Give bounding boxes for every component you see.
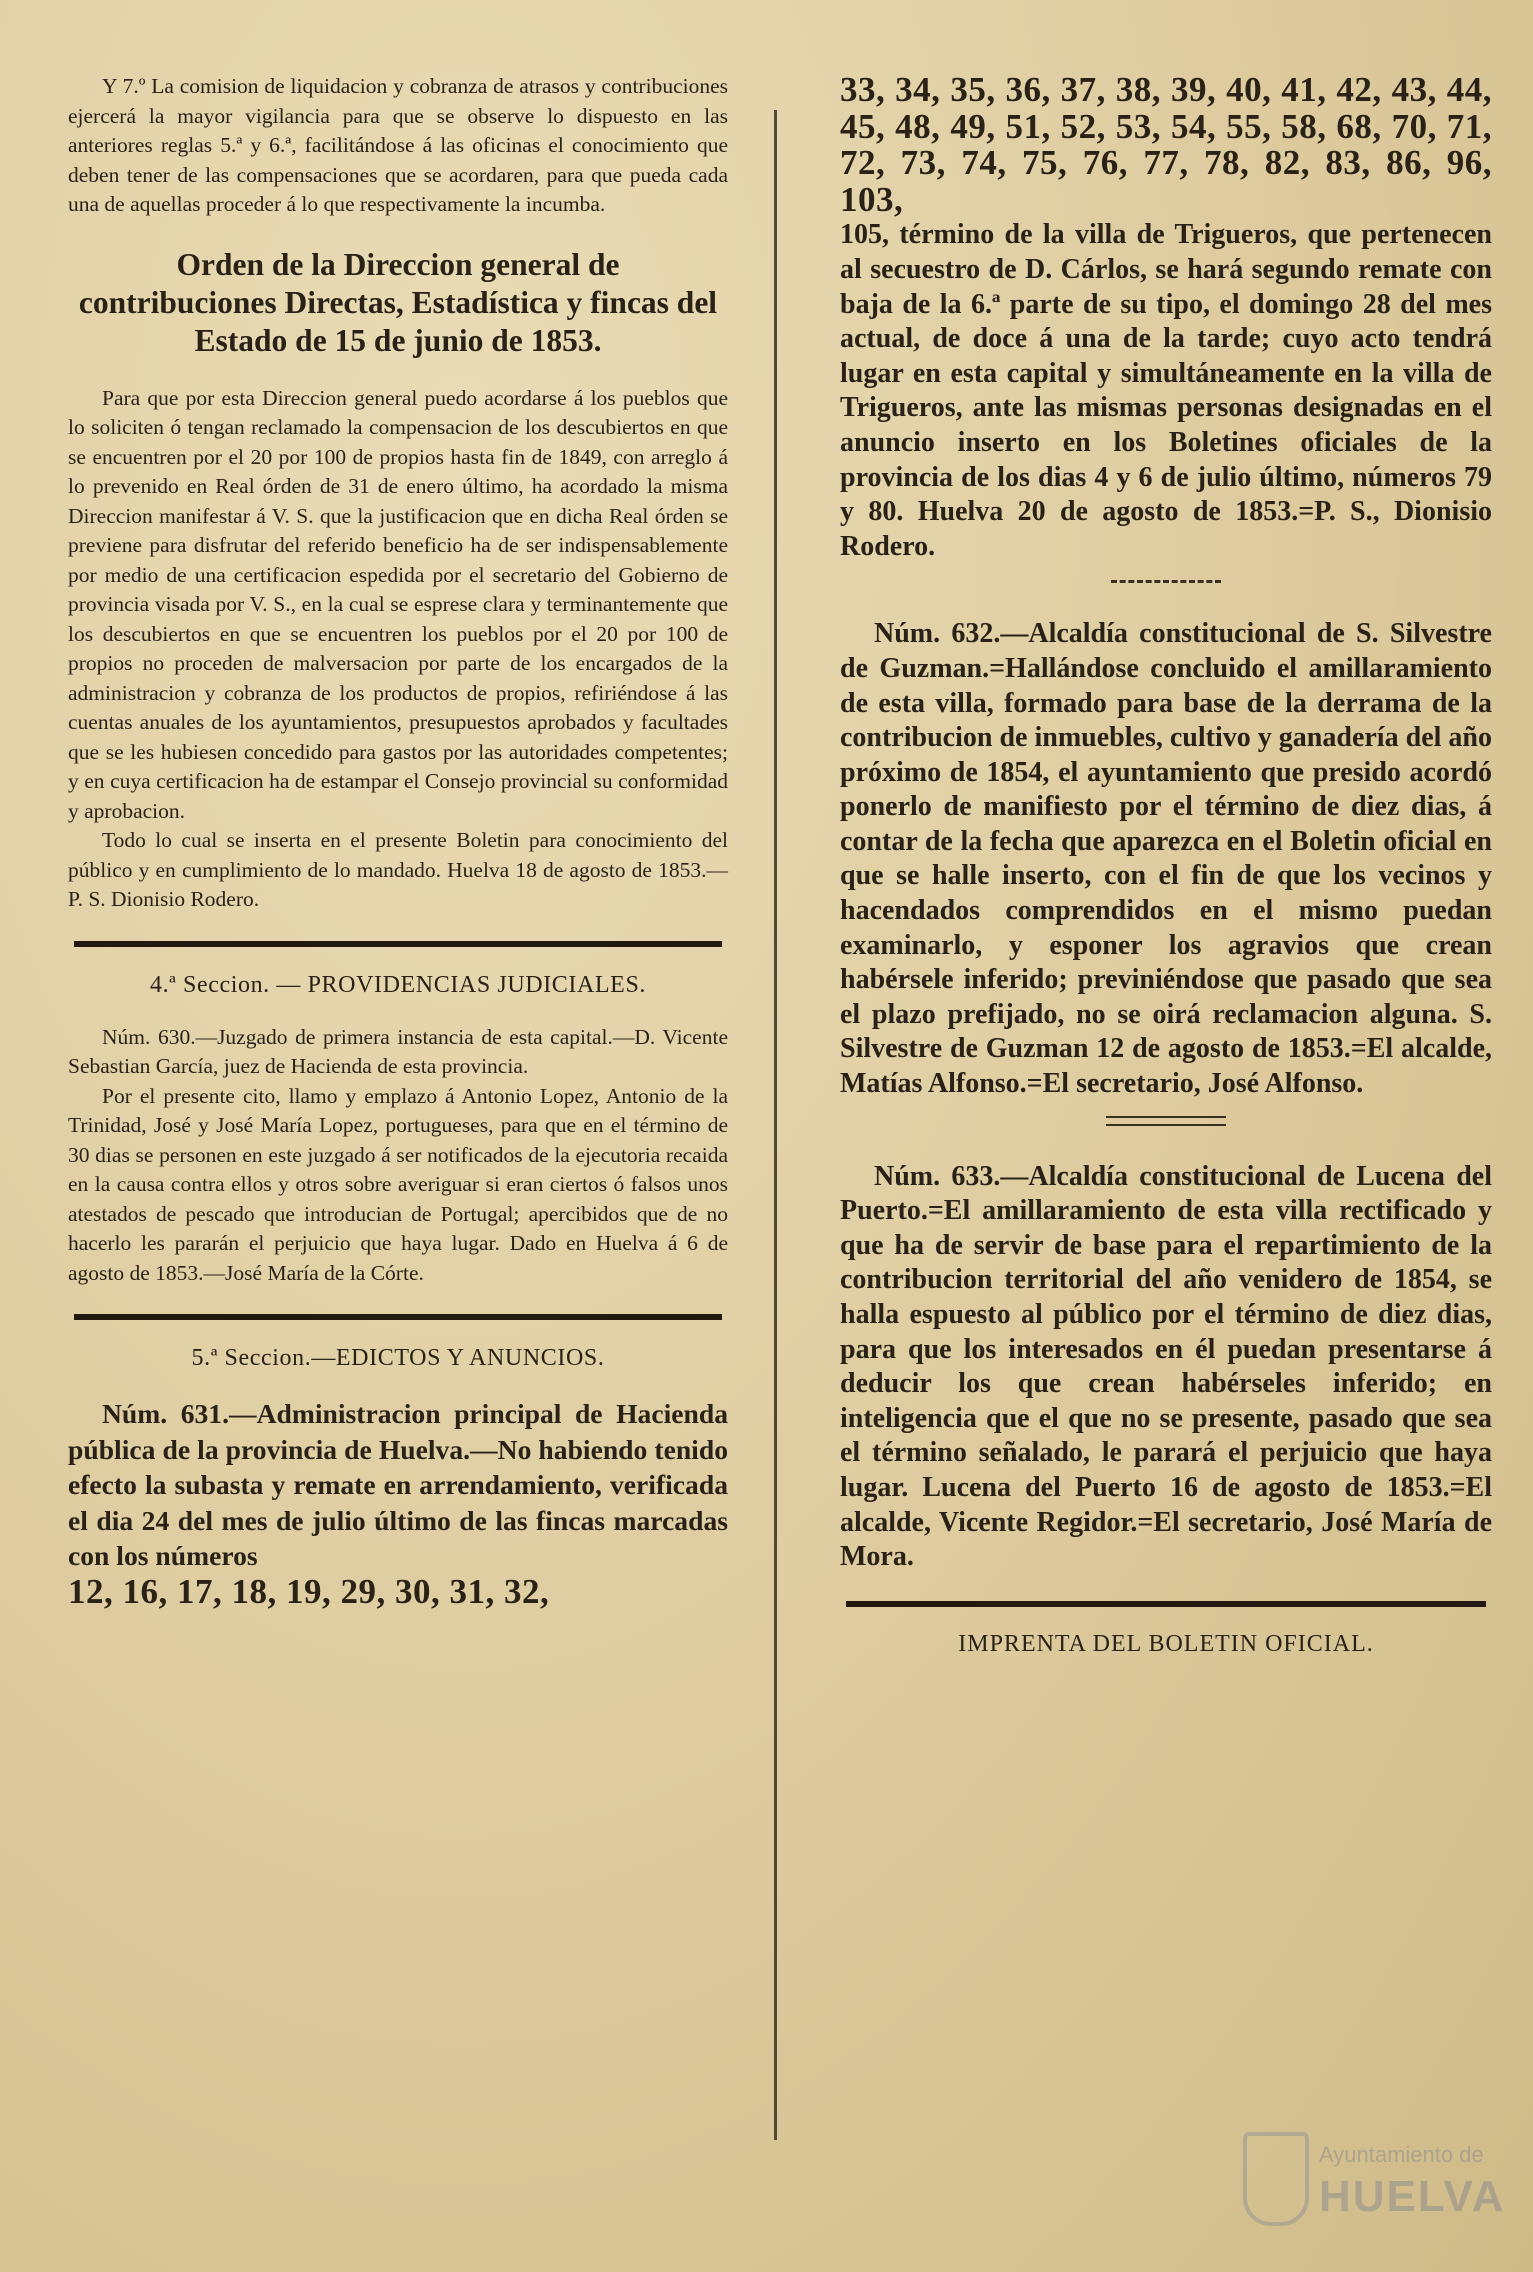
notice-632: Núm. 632.—Alcaldía constitucional de S. Silvestre de Guzman.=Hallándose concluido el amillaramiento de esta villa, formado para base de la derrama de la contribucion de inmuebles, cultivo y ganadería del año próximo de 1854, el ayuntamiento que presido acordó ponerlo de manifiesto por el término de diez dias, á contar de la fecha que aparezca en el Boletin oficial en que se halle inserto, con el fin de que los vecinos y hacendados comprendidos en el mismo puedan examinarlo, y esponer los agravios que crean habérsele inferido; previniéndose que pasado que sea el plazo prefijado, no se oirá reclamacion alguna. S. Silvestre de Guzman 12 de agosto de 1853.=El alcalde, Matías Alfonso.=El secretario, José Alfonso. [840,618,1492,1100]
order-heading: Orden de la Direccion general de contribuciones Directas, Estadística y fincas del Estado de 15 de junio de 1853. [78,246,718,358]
order-body: Para que por esta Direccion general puedo acordarse á los pueblos que lo soliciten ó tengan reclamado la compensacion de los descubiertos en que se encuentren por el 20 por 100 de propios hasta fin de 1849, con arreglo á lo prevenido en Real órden de 31 de enero último, ha acordado la misma Direccion manifestar á V. S. que la justificacion que en dicha Real órden se previene para disfrutar del referido beneficio ha de ser indispensablemente por medio de una certificacion espedida por el secretario del Gobierno de provincia visada por V. S., en la cual se esprese clara y terminantemente que los descubiertos en que se encuentren los pueblos por el 20 por 100 de propios no proceden de malversacion por parte de los encargados de la administracion y cobranza de los productos de propios, refiriéndose á las cuentas anuales de los ayuntamientos, presupuestos aprobados y facultades que se les hubiesen concedido para gastos por las autoridades competentes; y en cuya certificacion ha de estampar el Consejo provincial su conformidad y aprobacion. [68,385,728,823]
notice-633: Núm. 633.—Alcaldía constitucional de Lucena del Puerto.=El amillaramiento de esta villa rectificado y que ha de servir de base para el repartimiento de la contribucion territorial del año venidero de 1854, se halla espuesto al público por el término de diez dias, para que los interesados en él puedan presentarse á deducir los que crean habérseles inferido; en inteligencia que el que no se presente, pasado que sea el término señalado, le parará el perjuicio que haya lugar. Lucena del Puerto 16 de agosto de 1853.=El alcalde, Vicente Regidor.=El secretario, José María de Mora. [840,1160,1492,1573]
notice-separator [1106,1116,1226,1126]
notice-631-numbers-continued: 33, 34, 35, 36, 37, 38, 39, 40, 41, 42, 43, 44, 45, 48, 49, 51, 52, 53, 54, 55, 58, 68, 70, 71, 72, 73, 74, 75, 76, 77, 78, 82, 83, 86, 96, 103, [840,70,1492,219]
archive-watermark [1243,2128,1506,2238]
watermark-line-1: Ayuntamiento de [1319,2142,1484,2167]
section-rule [74,941,722,947]
notice-631-numbers: 12, 16, 17, 18, 19, 29, 30, 31, 32, [68,1571,550,1611]
notice-630-header: Núm. 630.—Juzgado de primera instancia de esta capital.—D. Vicente Sebastian García, juez de Hacienda de esta provincia. [68,1024,728,1078]
section-4-heading: 4.ª Seccion. — PROVIDENCIAS JUDICIALES. [149,971,646,998]
notice-631-continued: 105, término de la villa de Trigueros, que pertenecen al secuestro de D. Cárlos, se hará segundo remate con baja de la 6.ª parte de su tipo, el domingo 28 del mes actual, de doce á una de la tarde; cuyo acto tendrá lugar en esta capital y simultáneamente en la villa de Trigueros, ante las mismas personas designadas en el anuncio inserto en los Boletines oficiales de la provincia de los dias 4 y 6 de julio último, números 79 y 80. Huelva 20 de agosto de 1853.=P. S., Dionisio Rodero. [840,219,1492,562]
imprint-rule [846,1601,1486,1607]
notice-630-body: Por el presente cito, llamo y emplazo á Antonio Lopez, Antonio de la Trinidad, José y José María Lopez, portugueses, para que en el término de 30 dias se personen en este juzgado á ser notificados de la ejecutoria recaida en la causa contra ellos y otros sobre averiguar si eran ciertos ó falsos unos atestados de pescado que introducian de Portugal; apercibidos que de no hacerlo les pararán el perjuicio que haya lugar. Dado en Huelva á 6 de agosto de 1853.—José María de la Córte. [68,1083,728,1285]
column-divider [774,110,777,2140]
imprint-line: IMPRENTA DEL BOLETIN OFICIAL. [958,1630,1374,1657]
order-closing: Todo lo cual se inserta en el presente Boletin para conocimiento del público y en cumplimiento de lo mandado. Huelva 18 de agosto de 1853.—P. S. Dionisio Rodero. [68,828,728,911]
watermark-line-2: HUELVA [1319,2172,1506,2221]
coat-of-arms-icon [1243,2132,1309,2226]
notice-separator [1111,580,1221,587]
section-5-heading: 5.ª Seccion.—EDICTOS Y ANUNCIOS. [191,1345,605,1371]
article-7-paragraph: Y 7.º La comision de liquidacion y cobranza de atrasos y contribuciones ejercerá la mayor vigilancia para que se observe lo dispuesto en las anteriores reglas 5.ª y 6.ª, facilitándose á las oficinas el conocimiento que deben tener de las compensaciones que se acordaren, para que pueda cada una de aquellas proceder á lo que respectivamente la incumba. [68,74,728,216]
left-column [68,72,728,1610]
section-rule [74,1314,722,1320]
right-column [840,72,1492,1659]
notice-631-body: Núm. 631.—Administracion principal de Hacienda pública de la provincia de Huelva.—No habiendo tenido efecto la subasta y remate en arrendamiento, verificada el dia 24 del mes de julio último de las fincas marcadas con los números [68,1398,728,1571]
